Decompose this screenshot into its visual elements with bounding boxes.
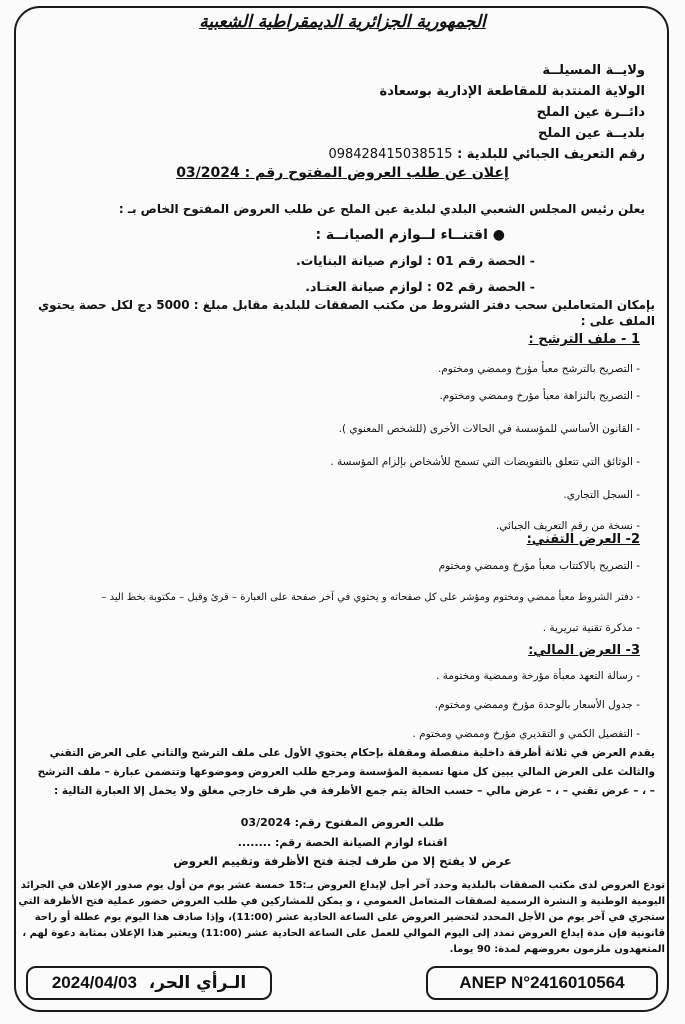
republic-header: الجمهورية الجزائرية الديمقراطية الشعبية [199,12,486,32]
tax-id [45,144,645,165]
list-item: - رسالة التعهد معبأة مؤرخة وممضية ومختومة . [436,670,640,682]
announcement-intro: يعلن رئيس المجلس الشعبي البلدي لبلدية عين الملح عن طلب العروض المفتوح الخاص بـ : [118,202,645,216]
publication-date: 2024/04/03 [51,973,137,992]
section-title-financial: 3- العرض المالي: [528,643,640,658]
admin-block [45,60,645,165]
list-item: - السجل التجاري. [563,489,640,501]
tax-id-value: 098428415038515 [328,147,453,162]
list-item: - الوثائق التي تتعلق بالتفويضات التي تسمح للأشخاص بإلزام المؤسسة . [330,456,640,468]
announcement-title: إعلان عن طلب العروض المفتوح رقم : 03/2024 [176,165,509,181]
envelope-line-1: طلب العروض المفتوح رقم: 03/2024 [240,816,445,829]
list-item: - التصريح بالترشح معبأ مؤرخ وممضي ومختوم. [437,363,640,375]
availability-text: بإمكان المتعاملين سحب دفتر الشروط من مكتب الصفقات للبلدية مقابل مبلغ : 5000 دج لكل حصة يحتوي الملف على : [38,298,655,328]
list-item: - دفتر الشروط معبأ ممضي ومختوم ومؤشر على كل صفحاته و يحتوي في آخر صفحة على العبارة – قرئ وقبل – مكتوبة بخط اليد – [101,592,640,603]
newspaper-name: الـرأي الحر، [148,973,247,993]
envelope-line-2: اقتناء لوازم الصيانة الحصة رقم: ........ [237,836,448,849]
lot-2: - الحصة رقم 02 : لوازم صيانة العتـاد. [305,279,535,294]
list-item: - التصريح بالاكتتاب معبأ مؤرخ وممضي ومختوم [438,560,640,572]
section-title-technical: 2- العرض التقني: [526,532,640,547]
list-item: - التصريح بالنزاهة معبأ مؤرخ وممضي ومختوم. [439,390,640,402]
section-items-technical [50,553,640,642]
list-item: - نسخة من رقم التعريف الجبائي. [495,520,640,532]
list-item: - التفصيل الكمي و التقديري مؤرخ وممضي ومختوم . [412,728,640,740]
anep-reference-box: ANEP N°2416010564 [426,966,658,1000]
delegated-wilaya: الولاية المنتدبة للمقاطعة الإدارية بوسعادة [379,84,645,99]
object-line: ● اقتنــاء لــوازم الصيانــة : [315,227,505,243]
commune: بلديــة عين الملح [537,126,645,141]
list-item: - جدول الأسعار بالوحدة مؤرخ وممضي ومختوم. [434,699,640,711]
section-items-candidacy [50,356,640,540]
list-item: - القانون الأساسي للمؤسسة في الحالات الأخرى (للشخص المعنوي ). [338,423,640,435]
section-title-candidacy: 1 - ملف الترشح : [528,332,640,347]
tax-id-label: رقم التعريف الجبائي للبلدية : [457,147,645,162]
lots-block [95,222,615,300]
envelope-line-3: عرض لا يفتح إلا من طرف لجنة فتح الأظرفة وتقييم العروض [173,854,512,868]
lot-1: - الحصة رقم 01 : لوازم صيانة البنايات. [295,253,535,268]
list-item: - مذكرة تقنية تبريرية . [542,622,640,634]
newspaper-date-box [26,966,272,1000]
daira: دائــرة عين الملح [536,105,645,120]
presentation-paragraph: يقدم العرض في ثلاثة أظرفة داخلية منفصلة ومقفلة بإحكام يحتوي الأول على ملف الترشح والثاني على العرض التقني والثالث على العرض المالي يبين كل منها تسمية المؤسسة ومرجع طلب العروض وموضوعها وتتضمن عبارة – ملف الترشح – ، – عرض تقني – ، – عرض مالي – حسب الحالة يتم جمع الأظرفة في ظرف خارجي مغلق ولا يحمل إلا العبارة التالية : [37,747,655,797]
deposit-paragraph: تودع العروض لدى مكتب الصفقات بالبلدية وحدد آخر أجل لإيداع العروض بـ:15 خمسة عشر يوم من أول يوم صدور الإعلان في الجرائد اليومية الوطنية و النشرة الرسمية لصفقات المتعامل العمومي ، و يمكن للمشاركين في طلب العروض حضور عملية فتح الأظرفة التي ستجري في آخر يوم من الأجل المحدد لتحضير العروض على الساعة الحادية عشر (11:00)، وإذا صادف هذا اليوم يوم عطلة أو راحة قانونية فإن مدة إيداع العروض تمدد إلى اليوم الموالي للعمل على الساعة الحادية عشر (11:00) ويعتبر هذا الإعلان بمثابة دعوة لهم ، المتعهدون ملزمون بعروضهم لمدة: 90 يوما. [18,880,665,955]
section-items-financial [50,663,640,748]
wilaya: ولايــة المسيلــة [542,63,645,78]
